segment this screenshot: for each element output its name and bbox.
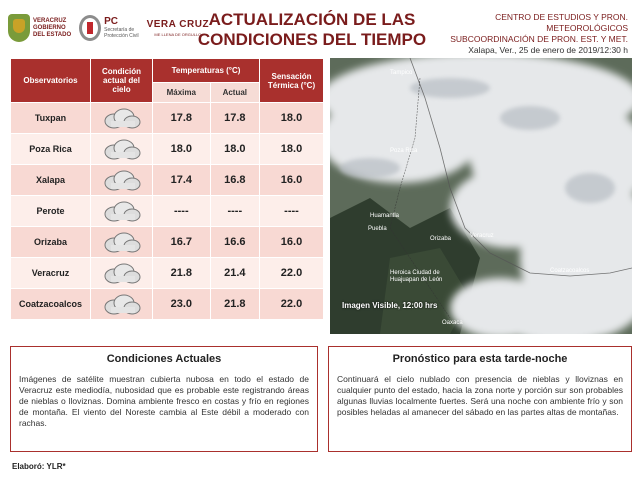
- logo-title: PC: [104, 16, 119, 27]
- logo-line: DEL ESTADO: [33, 31, 72, 38]
- temp-sensacion: 22.0: [260, 289, 324, 320]
- temp-actual: ----: [210, 196, 259, 227]
- cloudy-icon: [102, 168, 142, 192]
- sky-cell: [91, 103, 153, 134]
- col-maxima: Máxima: [153, 83, 211, 103]
- col-actual: Actual: [210, 83, 259, 103]
- org-line: METEOROLÓGICOS: [546, 23, 628, 33]
- station-name: Veracruz: [11, 258, 91, 289]
- shield-icon: [8, 14, 30, 42]
- sky-cell: [91, 258, 153, 289]
- report-date: Xalapa, Ver., 25 de enero de 2019/12:30 h: [468, 45, 628, 55]
- temp-max: 18.0: [153, 134, 211, 165]
- temp-max: 21.8: [153, 258, 211, 289]
- temp-sensacion: 18.0: [260, 103, 324, 134]
- logo-line: Protección Civil: [104, 33, 139, 39]
- sky-cell: [91, 227, 153, 258]
- temp-actual: 18.0: [210, 134, 259, 165]
- pc-emblem-icon: [79, 15, 101, 41]
- satellite-caption: Imagen Visible, 12:00 hrs: [342, 301, 438, 310]
- table-row: [11, 196, 324, 227]
- sky-cell: [91, 165, 153, 196]
- station-name: Perote: [11, 196, 91, 227]
- box-title: Pronóstico para esta tarde-noche: [392, 353, 568, 365]
- place-label: Orizaba: [430, 236, 452, 242]
- page-title: ACTUALIZACIÓN DE LAS CONDICIONES DEL TIEMPO: [197, 10, 427, 49]
- temp-actual: 16.8: [210, 165, 259, 196]
- cloudy-icon: [102, 230, 142, 254]
- place-label: Huamantla: [370, 213, 400, 219]
- table-row: [11, 289, 324, 320]
- logo-sub: ME LLENA DE ORGULLO: [154, 31, 202, 37]
- station-name: Xalapa: [11, 165, 91, 196]
- station-name: Tuxpan: [11, 103, 91, 134]
- cloudy-icon: [102, 137, 142, 161]
- temp-sensacion: 16.0: [260, 227, 324, 258]
- temp-actual: 21.4: [210, 258, 259, 289]
- cloudy-icon: [102, 261, 142, 285]
- place-label: Heroica Ciudad de Huajuapan de León: [390, 270, 443, 283]
- veracruz-gobierno-logo: [8, 14, 71, 42]
- temp-actual: 21.8: [210, 289, 259, 320]
- header-org: [428, 12, 628, 56]
- table-row: [11, 134, 324, 165]
- proteccion-civil-logo: [79, 15, 138, 41]
- logo-line: VERACRUZ: [33, 17, 67, 24]
- station-name: Orizaba: [11, 227, 91, 258]
- box-text: Imágenes de satélite muestran cubierta nubosa en todo el estado de Veracruz este mediodía, nubosidad que es probable este registrando áreas de nieblas o lloviznas. Domina ambiente fresco en costas y frío en regiones de montaña. El viento del Noreste cambia al Este débil a moderado con rachas.: [19, 374, 309, 428]
- satellite-map: [330, 58, 632, 334]
- pronostico-box: [328, 346, 632, 452]
- col-observatorios: Observatorios: [11, 59, 91, 103]
- col-sensacion: Sensación Térmica (°C): [260, 59, 324, 103]
- satellite-image: [330, 58, 632, 334]
- table-row: [11, 258, 324, 289]
- logo-line: Secretaría de: [104, 27, 135, 33]
- temp-max: 23.0: [153, 289, 211, 320]
- temp-max: 16.7: [153, 227, 211, 258]
- cloudy-icon: [102, 106, 142, 130]
- place-label: Coatzacoalcos: [550, 268, 590, 274]
- temp-max: ----: [153, 196, 211, 227]
- box-title: Condiciones Actuales: [106, 353, 222, 365]
- box-text: Continuará el cielo nublado con presencia de nieblas y lloviznas en cualquier punto del estado, hacia la zona norte y porción sur son probables algunas lluvias localmente fuertes. Será una noche con ambiente frío y son posibles heladas al amanecer del sábado en las partes altas de montañas.: [337, 374, 623, 417]
- station-name: Poza Rica: [11, 134, 91, 165]
- logo-line: GOBIERNO: [33, 24, 66, 31]
- condiciones-actuales-box: [10, 346, 318, 452]
- cloudy-icon: [102, 199, 142, 223]
- station-name: Coatzacoalcos: [11, 289, 91, 320]
- org-line: SUBCOORDINACIÓN DE PRON. EST. Y MET.: [450, 34, 628, 44]
- temp-max: 17.4: [153, 165, 211, 196]
- table-row: [11, 103, 324, 134]
- sky-cell: [91, 134, 153, 165]
- temp-sensacion: 22.0: [260, 258, 324, 289]
- table-row: [11, 227, 324, 258]
- col-temperaturas: Temperaturas (°C): [153, 59, 260, 83]
- author-credit: Elaboró: YLR*: [12, 462, 66, 471]
- temp-actual: 17.8: [210, 103, 259, 134]
- org-line: CENTRO DE ESTUDIOS Y PRON.: [495, 12, 628, 22]
- place-label: Tampico: [390, 70, 413, 76]
- place-label: Puebla: [368, 226, 387, 232]
- logo-title: VERA CRUZ: [146, 18, 210, 30]
- col-condicion: Condición actual del cielo: [91, 59, 153, 103]
- logos: [8, 8, 209, 48]
- sky-cell: [91, 289, 153, 320]
- temp-sensacion: 16.0: [260, 165, 324, 196]
- place-label: Oaxaca: [442, 320, 463, 326]
- place-label: Poza Rica: [390, 148, 418, 154]
- temp-actual: 16.6: [210, 227, 259, 258]
- temp-sensacion: 18.0: [260, 134, 324, 165]
- observatories-table: [10, 58, 324, 320]
- temp-max: 17.8: [153, 103, 211, 134]
- table-row: [11, 165, 324, 196]
- temp-sensacion: ----: [260, 196, 324, 227]
- sky-cell: [91, 196, 153, 227]
- cloudy-icon: [102, 292, 142, 316]
- place-label: Veracruz: [470, 233, 494, 239]
